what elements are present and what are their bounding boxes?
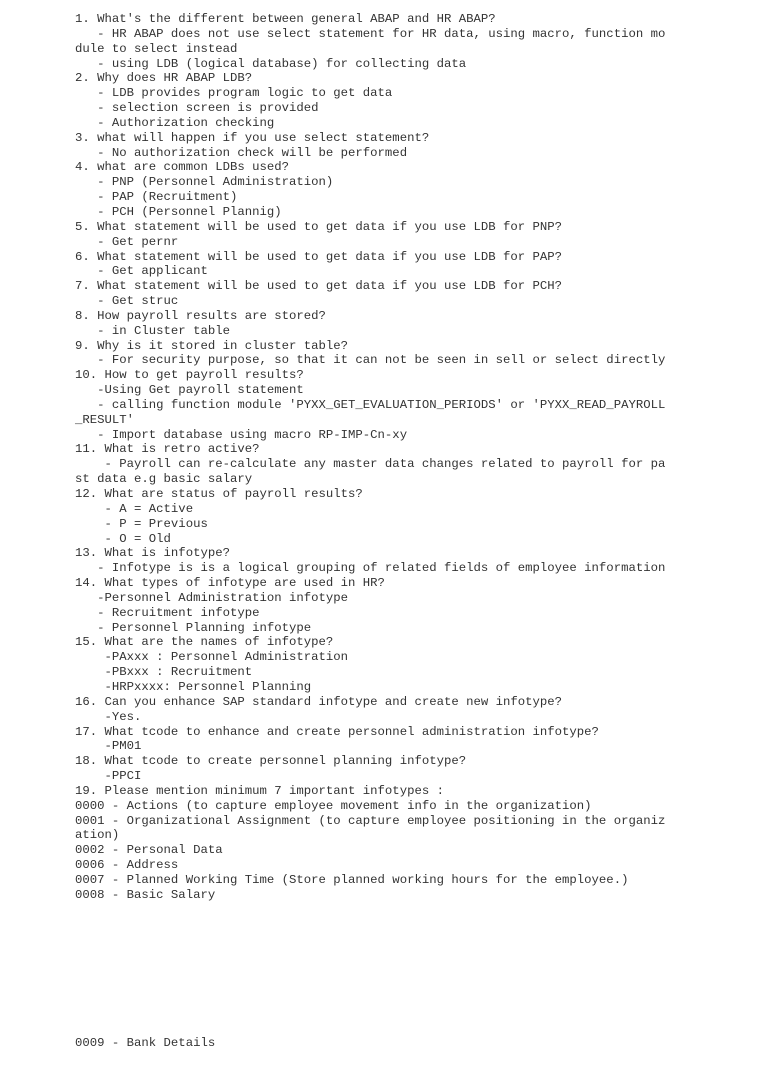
document-line: - Get struc <box>75 294 179 309</box>
document-line: -Using Get payroll statement <box>75 383 304 398</box>
document-line: - PAP (Recruitment) <box>75 190 238 205</box>
document-line: 6. What statement will be used to get data if you use LDB for PAP? <box>75 249 563 264</box>
document-line: 3. what will happen if you use select statement? <box>75 130 430 145</box>
document-line: - Import database using macro RP-IMP-Cn-xy <box>75 427 408 442</box>
document-line: 12. What are status of payroll results? <box>75 487 363 501</box>
document-line: 0009 - Bank Details <box>75 1035 216 1050</box>
document-line: 8. How payroll results are stored? <box>75 308 326 323</box>
document-line: - HR ABAP does not use select statement for HR data, using macro, function mo <box>75 26 666 41</box>
document-line: - Get applicant <box>75 264 208 279</box>
document-line: -PPCI <box>75 769 142 784</box>
document-line: 19. Please mention minimum 7 important infotypes : <box>75 783 444 798</box>
document-line: -HRPxxxx: Personnel Planning <box>75 679 312 694</box>
document-line: -PAxxx : Personnel Administration <box>75 650 349 665</box>
document-line: 2. Why does HR ABAP LDB? <box>75 71 253 86</box>
document-line: 13. What is infotype? <box>75 546 230 561</box>
document-line: - Payroll can re-calculate any master data changes related to payroll for pa <box>75 457 666 472</box>
document-line: - selection screen is provided <box>75 101 319 116</box>
document-line: 4. what are common LDBs used? <box>75 160 290 175</box>
document-line: 5. What statement will be used to get data if you use LDB for PNP? <box>75 219 563 234</box>
document-line: - O = Old <box>75 531 171 546</box>
document-line: - Recruitment infotype <box>75 605 260 620</box>
document-line: - PNP (Personnel Administration) <box>75 175 334 190</box>
document-line: 11. What is retro active? <box>75 442 260 457</box>
document-line: 0008 - Basic Salary <box>75 887 216 902</box>
document-line: - LDB provides program logic to get data <box>75 86 393 101</box>
document-line: 9. Why is it stored in cluster table? <box>75 338 349 353</box>
document-line: dule to select instead <box>75 41 238 56</box>
document-line: 0001 - Organizational Assignment (to capture employee positioning in the organiz <box>75 813 666 828</box>
document-line: 7. What statement will be used to get data if you use LDB for PCH? <box>75 279 563 294</box>
document-line: 0002 - Personal Data <box>75 843 223 858</box>
document-line: 16. Can you enhance SAP standard infotype and create new infotype? <box>75 694 563 709</box>
document-line: -PBxxx : Recruitment <box>75 665 253 680</box>
document-line: - using LDB (logical database) for collecting data <box>75 56 467 71</box>
document-line: 14. What types of infotype are used in HR? <box>75 576 385 591</box>
document-line: 0007 - Planned Working Time (Store planned working hours for the employee.) <box>75 872 629 887</box>
document-line: - A = Active <box>75 501 194 516</box>
document-line: 0000 - Actions (to capture employee movement info in the organization) <box>75 798 592 813</box>
document-line: - Authorization checking <box>75 115 275 130</box>
document-line: 17. What tcode to enhance and create personnel administration infotype? <box>75 724 599 739</box>
document-line: 10. How to get payroll results? <box>75 368 304 383</box>
document-line: - Get pernr <box>75 234 179 249</box>
document-line: _RESULT' <box>75 412 135 427</box>
document-line: - calling function module 'PYXX_GET_EVALUATION_PERIODS' or 'PYXX_READ_PAYROLL <box>75 397 666 412</box>
document-line: - in Cluster table <box>75 323 230 338</box>
document-line: - No authorization check will be performed <box>75 145 408 160</box>
document-line: 1. What's the different between general ABAP and HR ABAP? <box>75 12 496 26</box>
document-footer <box>75 1006 215 1080</box>
document-line: - PCH (Personnel Plannig) <box>75 204 282 219</box>
document-line: - Infotype is is a logical grouping of related fields of employee information <box>75 561 666 576</box>
document-line: 18. What tcode to create personnel planning infotype? <box>75 754 467 769</box>
document-line: -PM01 <box>75 739 142 754</box>
document-body <box>75 12 665 903</box>
document-line: 0006 - Address <box>75 858 179 873</box>
document-line: -Yes. <box>75 709 142 724</box>
document-line: ation) <box>75 828 120 843</box>
document-line: st data e.g basic salary <box>75 472 253 487</box>
document-line: - P = Previous <box>75 516 208 531</box>
document-line: - Personnel Planning infotype <box>75 620 312 635</box>
document-line: -Personnel Administration infotype <box>75 590 349 605</box>
document-line: 15. What are the names of infotype? <box>75 635 334 650</box>
document-line: - For security purpose, so that it can not be seen in sell or select directly <box>75 353 666 368</box>
